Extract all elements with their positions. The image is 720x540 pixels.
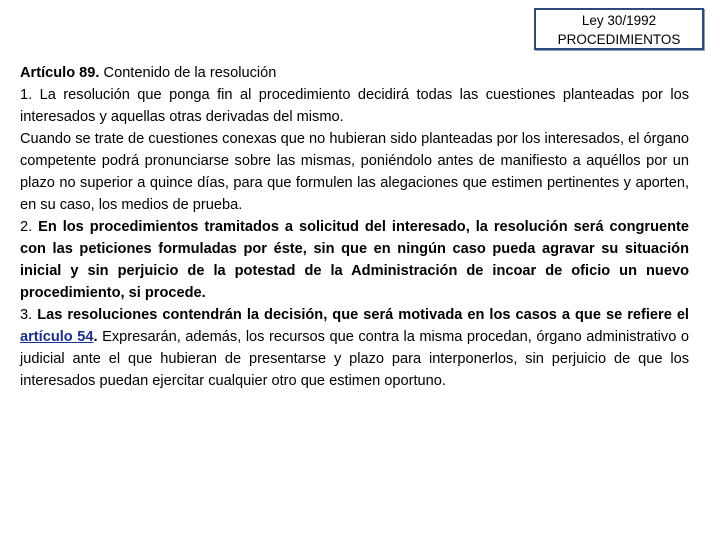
law-subject: PROCEDIMIENTOS bbox=[557, 32, 681, 47]
article-title: Contenido de la resolución bbox=[99, 65, 277, 81]
article-number: Artículo 89. bbox=[20, 65, 100, 81]
paragraph-3-bold-text: Las resoluciones contendrán la decisión, que será motivada en los casos a que se refiere el bbox=[37, 307, 689, 323]
article-body bbox=[20, 62, 689, 392]
paragraph-3-link-period: . bbox=[93, 329, 98, 345]
article-heading bbox=[20, 62, 689, 84]
paragraph-2-text: En los procedimientos tramitados a solicitud del interesado, la resolución será congruente con las peticiones formuladas por éste, sin que en ningún caso pueda agravar su situación inicial y sin perjuicio de la potestad de la Administración de incoar de oficio un nuevo procedimiento, si procede. bbox=[20, 219, 689, 301]
paragraph-1: 1. La resolución que ponga fin al procedimiento decidirá todas las cuestiones planteadas por los interesados y aquellas otras derivadas del mismo. bbox=[20, 87, 689, 125]
paragraph-1-continued: Cuando se trate de cuestiones conexas que no hubieran sido planteadas por los interesados, el órgano competente podrá pronunciarse sobre las mismas, poniéndolo antes de manifiesto a aquéllos por un plazo no superior a quince días, para que formulen las alegaciones que estimen pertinentes y aporten, en su caso, los medios de prueba. bbox=[20, 131, 689, 213]
paragraph-2-number: 2. bbox=[20, 219, 39, 235]
paragraph-3-number: 3. bbox=[20, 307, 38, 323]
paragraph-3-text: Expresarán, además, los recursos que contra la misma procedan, órgano administrativo o judicial ante el que hubieran de presentarse y plazo para interponerlos, sin perjuicio de que los interesados puedan ejercitar cualquier otro que estimen oportuno. bbox=[20, 329, 689, 389]
paragraph-2 bbox=[20, 216, 689, 304]
law-title-box bbox=[534, 8, 704, 50]
article-54-link[interactable]: artículo 54 bbox=[20, 329, 94, 345]
paragraph-3 bbox=[20, 304, 689, 392]
law-number: Ley 30/1992 bbox=[581, 13, 657, 28]
